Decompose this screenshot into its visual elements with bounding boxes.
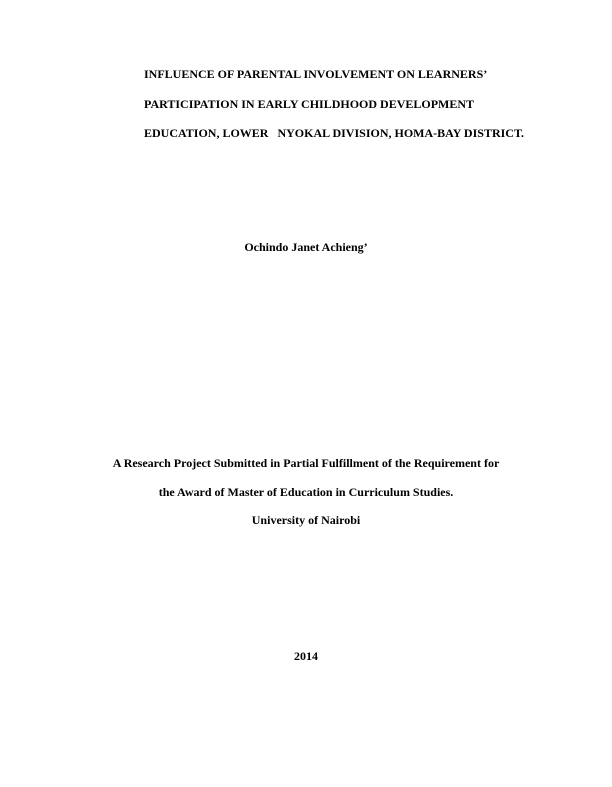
university-name: University of Nairobi (251, 513, 361, 527)
title-line-3: EDUCATION, LOWER NYOKAL DIVISION, HOMA-BAY DISTRICT. (144, 126, 525, 140)
title-line-2: PARTICIPATION IN EARLY CHILDHOOD DEVELOPMENT (144, 97, 475, 111)
title-line-1: INFLUENCE OF PARENTAL INVOLVEMENT ON LEARNERS’ (144, 67, 488, 81)
submission-line-2: the Award of Master of Education in Curriculum Studies. (158, 485, 454, 499)
submission-line-1: A Research Project Submitted in Partial Fulfillment of the Requirement for (112, 456, 500, 470)
submission-year: 2014 (294, 649, 318, 663)
author-name: Ochindo Janet Achieng’ (244, 240, 368, 254)
